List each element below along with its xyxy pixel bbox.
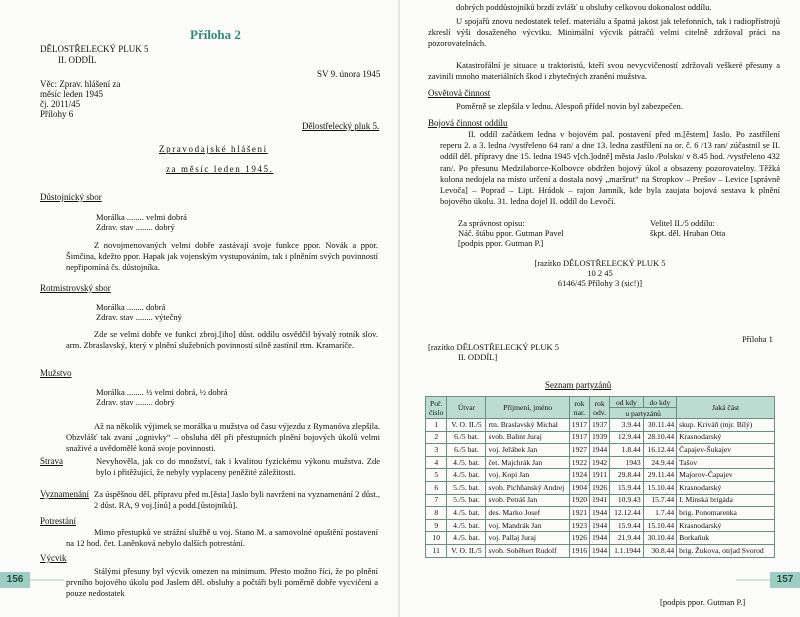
subject-line: Přílohy 6 bbox=[40, 109, 74, 119]
from-date-cell: 15.9.44 bbox=[610, 519, 643, 532]
footer-signature: [podpis ppor. Gutman P.] bbox=[660, 597, 746, 607]
document-date: SV 9. února 1945 bbox=[317, 69, 381, 79]
section-heading: Bojová činnost oddílu bbox=[428, 118, 508, 128]
column-header: Příjmení, jméno bbox=[486, 397, 569, 419]
row-number: 5 bbox=[426, 469, 447, 482]
unit-part-cell: Tašov bbox=[677, 456, 775, 469]
page-number: 157 bbox=[770, 572, 800, 588]
birth-year-cell: 1927 bbox=[569, 444, 589, 457]
stamp-line: [razítko DĚLOSTŘELECKÝ PLUK 5 bbox=[534, 258, 666, 268]
name-cell: des. Marko Josef bbox=[486, 507, 569, 520]
section-text: Zde se velmi dobře ve funkci zbroj.[iho] důst. oddílu osvědčil bývalý rotník slov. arm. Zbraslavský, který v plnění služebních povinností silně zastínil rtm. Kramaríče. bbox=[66, 329, 378, 351]
column-header: Útvar bbox=[447, 397, 486, 419]
name-cell: rtn. Braslavský Michal bbox=[486, 419, 569, 432]
table-row bbox=[426, 481, 775, 494]
table-row bbox=[426, 419, 775, 432]
unit-part-cell: Krasnodarský bbox=[677, 481, 775, 494]
subject-line: Věc: Zprav. hlášení za bbox=[40, 79, 121, 89]
stamp-line: 6146/45 Přílohy 3 (sic!)] bbox=[557, 278, 643, 288]
to-date-cell: 24.9.44 bbox=[643, 456, 676, 469]
unit-cell: 4./5. bat. bbox=[447, 507, 486, 520]
column-header: Poř. číslo bbox=[426, 397, 447, 419]
signature-line: Velitel II./5 oddílu: bbox=[650, 218, 715, 228]
table-row bbox=[426, 519, 775, 532]
section-text: Až na několik výjimek se morálka u mužstva od času výjezdu z Rymanóva zlepšila. Obzvlášť tak zvaní „ognivky“ – obsluha děl při přestupních plnění bojových úkolů velmi snaživé a uvědomělé koná svoje povinnosti. bbox=[66, 421, 380, 454]
column-header: od kdy bbox=[610, 397, 643, 408]
birth-year-cell: 1926 bbox=[569, 532, 589, 545]
section-text: Nevyhověla, jak co do množství, tak i kvalitou fyzickému výkonu mužstva. Zde bylo i přitěžující, že nebyly vyplaceny peněžité záležitosti. bbox=[96, 456, 380, 478]
signature-line: Za správnost opisu: bbox=[458, 218, 525, 228]
row-number: 2 bbox=[426, 431, 447, 444]
to-date-cell: 30.8.44 bbox=[643, 544, 676, 557]
to-date-cell: 29.11.44 bbox=[643, 469, 676, 482]
section-heading: Osvětová činnost bbox=[428, 88, 491, 98]
row-number: 7 bbox=[426, 494, 447, 507]
to-date-cell: 16.12.44 bbox=[643, 444, 676, 457]
name-cell: voj. Jeřábek Jan bbox=[486, 444, 569, 457]
signature-line: škpt. děl. Hruban Otta bbox=[650, 228, 726, 238]
birth-year-cell: 1917 bbox=[569, 431, 589, 444]
to-date-cell: 15.7.44 bbox=[643, 494, 676, 507]
column-header: Jaká část bbox=[677, 397, 775, 419]
unit-cell: 4./5. bat. bbox=[447, 456, 486, 469]
unit-cell: 5./5. bat. bbox=[447, 481, 486, 494]
to-date-cell: 15.10.44 bbox=[643, 519, 676, 532]
section-heading: Vyznamenání bbox=[40, 489, 89, 499]
report-subtitle: za měsíc leden 1945. bbox=[166, 164, 274, 174]
from-date-cell: 29.8.44 bbox=[610, 469, 643, 482]
section-text: Poměrně se zlepšila v lednu. Alespoň přídel novin byl zabezpečen. bbox=[456, 101, 683, 111]
subject-line: měsíc leden 1945 bbox=[40, 89, 103, 99]
column-header: u partyzánů bbox=[610, 408, 677, 419]
section-heading: Výcvik bbox=[40, 553, 67, 563]
to-date-cell: 30.11.44 bbox=[643, 419, 676, 432]
unit-cell: 5./5. bat. bbox=[447, 494, 486, 507]
enlist-year-cell: 1944 bbox=[589, 444, 609, 457]
unit-part-cell: Krasnodarský bbox=[677, 519, 775, 532]
table-row bbox=[426, 544, 775, 557]
unit-cell: 6./5 bat. bbox=[447, 431, 486, 444]
to-date-cell: 30.10.44 bbox=[643, 532, 676, 545]
name-cell: svob. Pichňanský Andrej bbox=[486, 481, 569, 494]
section-heading: Důstojnický sbor bbox=[40, 192, 102, 202]
unit-part-cell: skup. Kriváň (mjr. Bílý) bbox=[677, 419, 775, 432]
from-date-cell: 21.9.44 bbox=[610, 532, 643, 545]
body-text: dobrých poddůstojníků brzdí zvlášť u obsluhy celkovou dokonalost oddílu. bbox=[456, 2, 712, 12]
table-row bbox=[426, 469, 775, 482]
table-row bbox=[426, 494, 775, 507]
name-cell: voj. Mandrák Jan bbox=[486, 519, 569, 532]
stamp-line: [razítko DĚLOSTŘELECKÝ PLUK 5 bbox=[428, 342, 560, 352]
rating-line: Zdrav. stav ........ výtečný bbox=[96, 312, 182, 322]
rating-line: Zdrav. stav ........ dobrý bbox=[96, 222, 175, 232]
from-date-cell: 12.9.44 bbox=[610, 431, 643, 444]
body-text: Katastrofální je situace u traktoristů, kteří svou nevycvičeností zdržovali veškeré přesuny a zavinili mnoho materiálních škod i zbytečných zranění mužstva. bbox=[428, 60, 780, 82]
unit-part-cell: Majorov-Čapajev bbox=[677, 469, 775, 482]
signature-line: [podpis ppor. Gutman P.] bbox=[458, 238, 544, 248]
section-text: Za úspěšnou děl. přípravu před m.[ěsta] Jaslo byli navrženi na vyznamenání 2 důst., 2 důst. RA, 9 voj.[ínů] a podd.[ůstojníků]. bbox=[94, 489, 380, 511]
body-text: U spojařů znovu nedostatek telef. materiálu a špatná jakost jak telefonních, tak i radiopřístrojů zkreslí výši dosaženého výcviku. Minimální výcvik pátračů velmi citelně zdržoval práci na pozorovatelnách. bbox=[428, 16, 780, 49]
table-row bbox=[426, 444, 775, 457]
row-number: 3 bbox=[426, 444, 447, 457]
unit-name: Dělostřelecký pluk 5. bbox=[302, 121, 380, 131]
unit-cell: 6./5 bat. bbox=[447, 444, 486, 457]
stamp-line: II. ODDÍL] bbox=[458, 352, 498, 362]
signature-line: Náč. štábu ppor. Gutman Pavel bbox=[458, 228, 564, 238]
row-number: 6 bbox=[426, 481, 447, 494]
name-cell: svob. Balint Juraj bbox=[486, 431, 569, 444]
page-number: 156 bbox=[0, 572, 30, 588]
to-date-cell: 15.10.44 bbox=[643, 481, 676, 494]
from-date-cell: 10.9.43 bbox=[610, 494, 643, 507]
enlist-year-cell: 1911 bbox=[589, 469, 609, 482]
page-title: Příloha 2 bbox=[190, 27, 241, 42]
section-heading: Rotmistrovský sbor bbox=[40, 283, 111, 293]
rating-line: Morálka ........ velmi dobrá bbox=[96, 212, 187, 222]
from-date-cell: 1.1.1944 bbox=[610, 544, 643, 557]
birth-year-cell: 1922 bbox=[569, 456, 589, 469]
row-number: 8 bbox=[426, 507, 447, 520]
birth-year-cell: 1916 bbox=[569, 544, 589, 557]
unit-cell: V. O. II./5 bbox=[447, 544, 486, 557]
section-text: II. oddíl začátkem ledna v bojovém pal. postavení před m.[ěstem] Jaslo. Po zastřílení reperu 2. a 3. ledna /vystřeleno 64 ran/ a dne 13. ledna zastřílení na or. č. 6 /13 ran/ zúčastnil se II. oddíl děl. přípravy dne 15. ledna 1945 v[ch.]odně] města Jaslo /Polsko/ v 8.45 hod. /vystřeleno 432 ran/. Po přesunu Medzilaborce-Kolbovce obdržen bojový úkol a obsazeny pozorovatelny. Těžká kolona nedojela na místo určení a dostala nový „maršrut“ na Stropkov – Prešov – Levice [správně Levoča] – Poprad – Lipt. Hrádok – rajon Jamník, kde byla zaujata bojová sestava k plnění bojového úkolu. 31. ledna dojel II. oddíl do Levočí. bbox=[440, 129, 780, 207]
section-heading: Mužstvo bbox=[40, 368, 72, 378]
header-line: DĚLOSTŘELECKÝ PLUK 5 bbox=[40, 44, 149, 54]
unit-cell: 4./5. bat. bbox=[447, 469, 486, 482]
section-text: Stálými přesuny byl výcvik omezen na minimum. Přesto možno říci, že po plnění prvního bojového úkolu pod Jaslem děl. obsluhy a počtáři byli poměrně dobře vycvičeni a pouze nedostatek bbox=[66, 566, 378, 599]
row-number: 4 bbox=[426, 456, 447, 469]
report-title: Zpravodajské hlášení bbox=[159, 144, 268, 154]
enlist-year-cell: 1926 bbox=[589, 481, 609, 494]
name-cell: svob. Soběhert Rudolf bbox=[486, 544, 569, 557]
section-text: Z novojmenovaných velmi dobře zastávají svoje funkce ppor. Novák a ppor. Šimčina, kdežto ppor. Hapak jak vojenským vystupováním, tak i plněním svých povinností nepřipomíná čs. důstojníka. bbox=[66, 240, 378, 273]
unit-part-cell: brig. Ponomarenka bbox=[677, 507, 775, 520]
enlist-year-cell: 1944 bbox=[589, 519, 609, 532]
name-cell: voj. Kopi Jan bbox=[486, 469, 569, 482]
unit-cell: V. O. II./5 bbox=[447, 419, 486, 432]
column-header: rok odv. bbox=[589, 397, 609, 419]
enlist-year-cell: 1942 bbox=[589, 456, 609, 469]
from-date-cell: 3.9.44 bbox=[610, 419, 643, 432]
from-date-cell: 12.12.44 bbox=[610, 507, 643, 520]
unit-part-cell: brig. Žukova, otrjad Svorod bbox=[677, 544, 775, 557]
column-header: do kdy bbox=[643, 397, 676, 408]
from-date-cell: 15.9.44 bbox=[610, 481, 643, 494]
name-cell: svob. Petráš Jan bbox=[486, 494, 569, 507]
page-number-rule bbox=[30, 579, 64, 581]
unit-part-cell: Čapajev-Šukajev bbox=[677, 444, 775, 457]
rating-line: Zdrav. stav ........ dobrý bbox=[96, 397, 175, 407]
enlist-year-cell: 1944 bbox=[589, 507, 609, 520]
unit-cell: 4./5. bat. bbox=[447, 519, 486, 532]
enlist-year-cell: 1937 bbox=[589, 419, 609, 432]
appendix-label: Příloha 1 bbox=[742, 334, 773, 344]
birth-year-cell: 1921 bbox=[569, 507, 589, 520]
unit-part-cell: Borkaňuk bbox=[677, 532, 775, 545]
unit-cell: 4./5. bat. bbox=[447, 532, 486, 545]
birth-year-cell: 1920 bbox=[569, 494, 589, 507]
row-number: 1 bbox=[426, 419, 447, 432]
name-cell: čet. Majchrák Jan bbox=[486, 456, 569, 469]
section-heading: Strava bbox=[40, 456, 63, 466]
table-title: Seznam partyzánů bbox=[545, 380, 612, 390]
from-date-cell: 1.8.44 bbox=[610, 444, 643, 457]
column-header: rok nar. bbox=[569, 397, 589, 419]
section-heading: Potrestání bbox=[40, 516, 76, 526]
to-date-cell: 28.10.44 bbox=[643, 431, 676, 444]
birth-year-cell: 1904 bbox=[569, 481, 589, 494]
row-number: 9 bbox=[426, 519, 447, 532]
table-row bbox=[426, 532, 775, 545]
rating-line: Morálka ........ ½ velmi dobrá, ½ dobrá bbox=[96, 387, 228, 397]
row-number: 10 bbox=[426, 532, 447, 545]
enlist-year-cell: 1939 bbox=[589, 431, 609, 444]
unit-part-cell: Krasnodarský bbox=[677, 431, 775, 444]
from-date-cell: 1943 bbox=[610, 456, 643, 469]
enlist-year-cell: 1944 bbox=[589, 532, 609, 545]
page-number-rule bbox=[736, 579, 770, 581]
to-date-cell: 1.7.44 bbox=[643, 507, 676, 520]
table-row bbox=[426, 507, 775, 520]
table-row bbox=[426, 456, 775, 469]
partisans-table bbox=[425, 396, 775, 558]
name-cell: voj. Pallaj Juraj bbox=[486, 532, 569, 545]
stamp-line: 10 2 45 bbox=[587, 268, 613, 278]
rating-line: Morálka ........ dobrá bbox=[96, 302, 166, 312]
birth-year-cell: 1917 bbox=[569, 419, 589, 432]
row-number: 11 bbox=[426, 544, 447, 557]
unit-part-cell: I. Minská brigáda bbox=[677, 494, 775, 507]
enlist-year-cell: 1941 bbox=[589, 494, 609, 507]
header-line: II. ODDÍL bbox=[58, 55, 97, 65]
table-body bbox=[426, 419, 775, 558]
enlist-year-cell: 1944 bbox=[589, 544, 609, 557]
section-text: Mimo přestupků ve strážní službě u voj. Stano M. a samovolné opuštění postavení na 12 hod. čet. Laněnková nebylo dalších potrestání. bbox=[66, 527, 378, 549]
table-row bbox=[426, 431, 775, 444]
subject-line: čj. 2011/45 bbox=[40, 99, 81, 109]
birth-year-cell: 1923 bbox=[569, 519, 589, 532]
birth-year-cell: 1924 bbox=[569, 469, 589, 482]
